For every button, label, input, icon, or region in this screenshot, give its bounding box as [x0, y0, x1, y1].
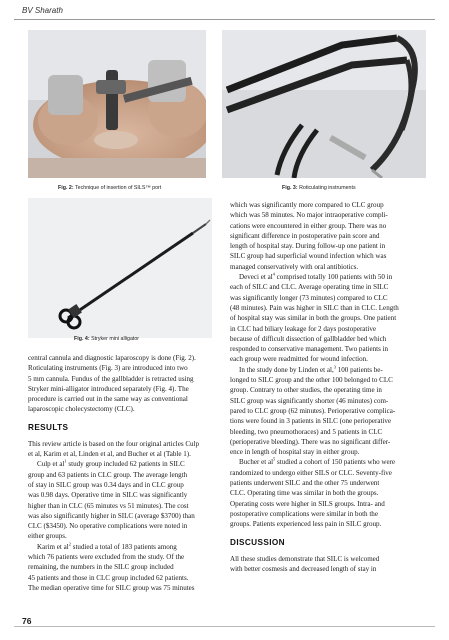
- text-line: SILC group was significantly shorter (46 minutes) com-: [230, 396, 389, 405]
- text-line: Operating costs were higher in SILS groups. Intra- and: [230, 499, 385, 508]
- text-line: pared to CLC group (62 minutes). Perioperative complica-: [230, 406, 396, 415]
- figure-4-label: Fig. 4:: [74, 336, 90, 342]
- text-line: of hospital stay was similar in both the groups. One patient: [230, 314, 397, 323]
- text-line: responded to conservative management. Two patients in: [230, 345, 389, 354]
- discussion-heading: DISCUSSION: [230, 537, 285, 547]
- text-line: patients underwent SILC and the other 75 underwent: [230, 479, 380, 488]
- header-rule: [14, 19, 435, 20]
- figure-3-label: Fig. 3:: [282, 185, 298, 191]
- text-line: each of SILC and CLC. Average operating time in SILC: [230, 283, 389, 292]
- text-line: central cannula and diagnostic laparoscopy is done (Fig. 2).: [28, 354, 196, 362]
- text-line: of stay in SILC group was 0.34 days and in CLC group: [28, 480, 184, 489]
- text-line: Culp et $al^1$ study group included 62 patients in SILC: [37, 459, 185, 469]
- bucher-paragraph: [230, 457, 422, 529]
- text-line: was 0.98 days. Operative time in SILC was significantly: [28, 491, 188, 500]
- culp-paragraph: [28, 459, 216, 541]
- figure-3-caption: [282, 185, 356, 191]
- text-line: The median operative time for SILC group was 75 minutes: [28, 583, 195, 592]
- figure-4-caption-text: Stryker mini alligator: [91, 336, 140, 342]
- figure-2-photo: [28, 30, 206, 178]
- figure-3-caption-text: Roticulating instruments: [299, 185, 356, 191]
- deveci-paragraph: [230, 272, 422, 365]
- text-line: laparoscopic cholecystectomy (CLC).: [28, 405, 135, 414]
- text-line: et al, Karim et al, Linden et al, and Bucher et al (Table 1).: [28, 450, 191, 459]
- text-line: ence in length of hospital stay in either group.: [230, 448, 360, 457]
- text-line: cations were encountered in either group. There was no: [230, 221, 387, 230]
- figure-2-caption-text: Technique of insertion of SILS™ port: [75, 185, 162, 191]
- footer-rule: [14, 626, 435, 627]
- text-line: group. Contrary to other studies, the operating time in: [230, 386, 382, 395]
- text-line: tions were found in 3 patients in SILC (one perioperative: [230, 417, 392, 426]
- text-line: procedure is carried out in the same way as conventional: [28, 395, 188, 404]
- text-line: which 76 patients were excluded from the study. Of the: [28, 553, 185, 562]
- text-line: managed conservatively with oral antibiotics.: [230, 262, 359, 271]
- text-line: In the study done by Linden et al,$^3$ 100 patients be-: [239, 364, 383, 374]
- text-line: Karim et $al^2$ studied a total of 183 patients among: [37, 541, 177, 551]
- text-line: with better cosmesis and decreased length of stay in: [230, 564, 377, 573]
- page-number: 76: [22, 616, 32, 626]
- discussion-paragraph: [230, 554, 422, 575]
- text-line: bleeding, two pneumothoraces) and 5 patients in CLC: [230, 427, 383, 436]
- text-line: This review article is based on the four original articles Culp: [28, 439, 200, 448]
- text-line: (48 minutes). Pain was higher in SILC than in CLC. Length: [230, 303, 399, 312]
- text-line: each group were readmitted for wound infection.: [230, 355, 368, 364]
- text-line: Bucher et $al^5$ studied a cohort of 150 patients who were: [239, 457, 396, 467]
- text-line: SILC group had superficial wound infection which was: [230, 252, 387, 261]
- text-line: in CLC had biliary leakage for 2 days postoperative: [230, 324, 376, 333]
- figure-4-caption: [74, 336, 139, 342]
- text-line: significant difference in postoperative pain score and: [230, 231, 380, 240]
- intro-paragraph: [28, 353, 216, 415]
- text-line: which was 58 minutes. No major intraoperative compli-: [230, 211, 388, 220]
- text-line: group and 63 patients in CLC group. The average length: [28, 470, 188, 479]
- text-line: either groups.: [28, 532, 67, 541]
- text-line: Stryker mini-alligator introduced separately (Fig. 4). The: [28, 384, 189, 393]
- results-paragraph: [28, 439, 216, 460]
- figure-2-caption: [58, 185, 161, 191]
- text-line: randomized to undergo either SILS or CLC. Seventy-five: [230, 468, 392, 477]
- left-column: [28, 353, 216, 593]
- linden-paragraph: [230, 365, 422, 458]
- text-line: (perioperative bleeding). There was no significant differ-: [230, 437, 391, 446]
- text-line: because of difficult dissection of gallbladder bed which: [230, 334, 387, 343]
- results-heading: RESULTS: [28, 422, 69, 432]
- text-line: CLC ($3450). No operative complications were noted in: [28, 522, 188, 531]
- karim-paragraph: [28, 542, 216, 593]
- text-line: longed to SILC group and the other 100 belonged to CLC: [230, 376, 393, 385]
- text-line: 5 mm cannula. Fundus of the gallbladder is retracted using: [28, 374, 194, 383]
- text-line: Roticulating instruments (Fig. 3) are introduced into two: [28, 364, 188, 373]
- running-header-author: BV Sharath: [22, 6, 63, 15]
- text-line: 45 patients and those in CLC group included 62 patients.: [28, 573, 189, 582]
- text-line: postoperative complications were similar in both the: [230, 509, 378, 518]
- figure-3-photo: [222, 30, 426, 178]
- right-column: [230, 200, 422, 574]
- figure-2-label: Fig. 2:: [58, 185, 74, 191]
- text-line: was also significantly higher in SILC (average $3700) than: [28, 511, 195, 520]
- text-line: higher than in CLC (65 minutes vs 51 minutes). The cost: [28, 501, 189, 510]
- text-line: was significantly longer (73 minutes) compared to CLC: [230, 293, 388, 302]
- text-line: remaining, the numbers in the SILC group included: [28, 563, 174, 572]
- text-line: CLC. Operating time was similar in both the groups.: [230, 489, 379, 498]
- text-line: All these studies demonstrate that SILC is welcomed: [230, 554, 380, 563]
- text-line: which was significantly more compared to CLC group: [230, 201, 384, 209]
- text-line: length of hospital stay. During follow-up one patient in: [230, 242, 386, 251]
- text-line: Deveci et $al^4$ comprised totally 100 patients with 50 in: [239, 271, 393, 282]
- karim-continued-paragraph: [230, 200, 422, 272]
- text-line: groups. Patients experienced less pain in SILC group.: [230, 520, 382, 529]
- figure-4-photo: [28, 198, 212, 338]
